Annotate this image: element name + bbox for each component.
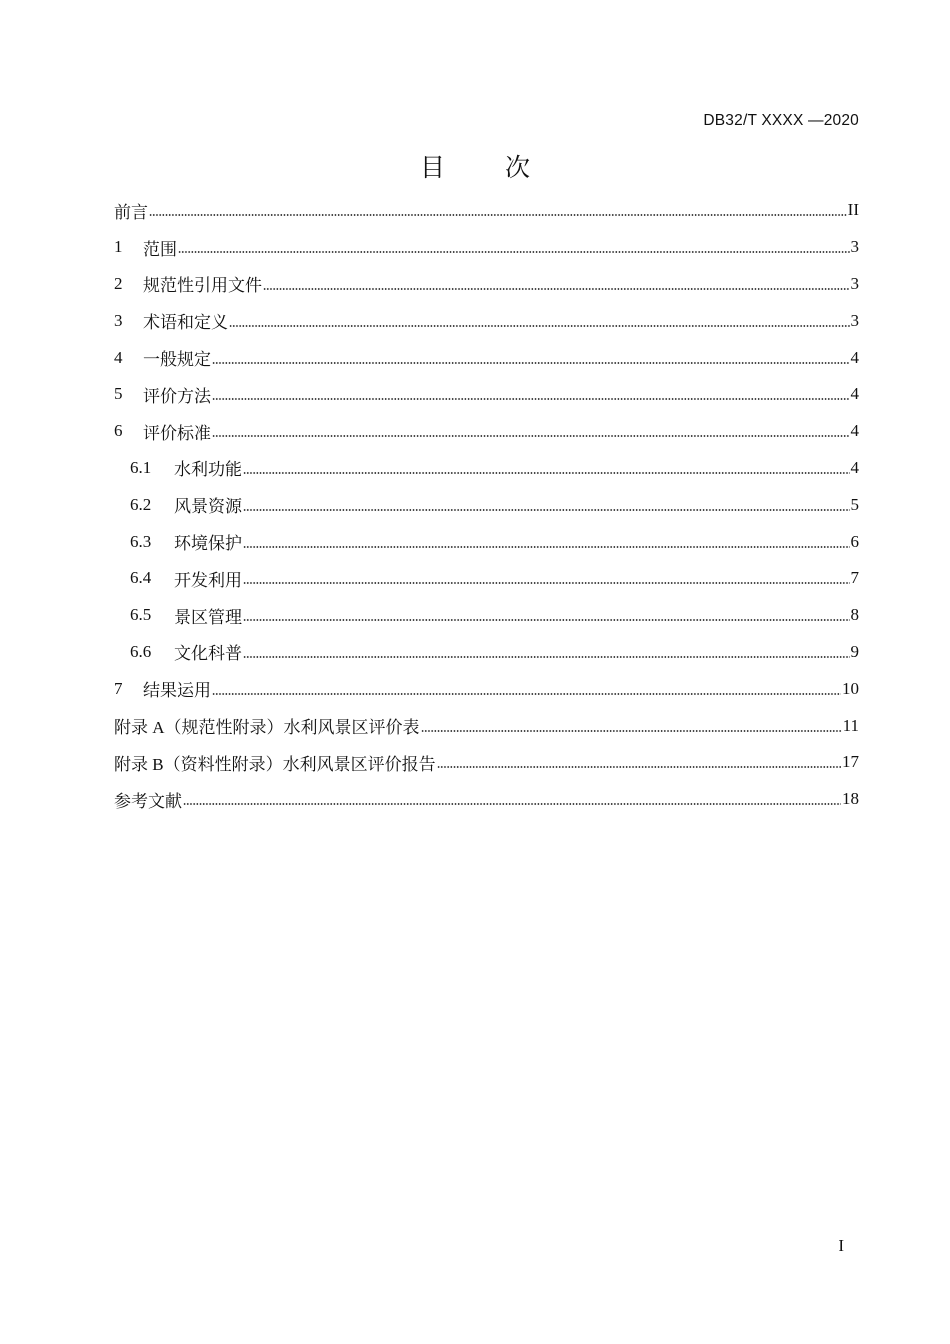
toc-entry-page: 3 — [850, 273, 859, 293]
dot-leader — [243, 655, 850, 659]
toc-entry-label: 文化科普 — [174, 644, 242, 664]
toc-entry-number: 6 — [114, 421, 123, 441]
toc-entry-label: 风景资源 — [174, 497, 242, 517]
dot-leader — [212, 397, 850, 401]
toc-entry-label: 环境保护 — [174, 534, 242, 554]
toc-entry-number: 2 — [114, 273, 123, 293]
toc-entry-page: 17 — [842, 752, 859, 772]
toc-entry-page: 4 — [850, 457, 859, 477]
toc-entry[interactable] — [114, 450, 859, 487]
toc-entry-number: 4 — [114, 347, 123, 367]
dot-leader — [243, 508, 850, 512]
toc-entry-label: 一般规定 — [143, 350, 211, 370]
toc-entry[interactable] — [114, 523, 859, 560]
toc-entry[interactable] — [114, 634, 859, 671]
toc-entry[interactable] — [114, 266, 859, 303]
toc-entry[interactable] — [114, 781, 859, 818]
toc-entry-page: 3 — [850, 237, 859, 257]
toc-entry[interactable] — [114, 413, 859, 450]
toc-entry[interactable] — [114, 192, 859, 229]
toc-entry[interactable] — [114, 339, 859, 376]
toc-entry-label: 规范性引用文件 — [143, 276, 262, 296]
toc-entry-page: 4 — [850, 384, 859, 404]
toc-entry[interactable] — [114, 707, 859, 744]
toc-entry-label: 景区管理 — [174, 607, 242, 627]
dot-leader — [421, 729, 842, 733]
toc-entry-page: 8 — [850, 605, 859, 625]
toc-entry-page: II — [847, 200, 859, 220]
page-number: I — [838, 1236, 844, 1255]
dot-leader — [243, 471, 850, 475]
toc-entry-label: 评价方法 — [143, 386, 211, 406]
toc-entry-label: 参考文献 — [114, 791, 182, 811]
dot-leader — [229, 324, 850, 328]
toc-entry-number: 7 — [114, 678, 123, 698]
dot-leader — [178, 250, 850, 254]
toc-entry-page: 18 — [842, 789, 859, 809]
dot-leader — [263, 287, 850, 291]
dot-leader — [149, 213, 847, 217]
toc-entry-label: 附录 A（规范性附录）水利风景区评价表 — [114, 718, 420, 738]
dot-leader — [212, 361, 850, 365]
toc-entry-page: 11 — [842, 715, 859, 735]
document-code: DB32/T XXXX —2020 — [703, 112, 859, 129]
toc-entry-number: 1 — [114, 237, 123, 257]
toc-entry-number: 6.5 — [130, 605, 152, 625]
dot-leader — [243, 545, 850, 549]
toc-entry-label: 水利功能 — [174, 460, 242, 480]
table-of-contents — [114, 192, 859, 818]
dot-leader — [212, 692, 841, 696]
toc-entry-number: 6.1 — [130, 457, 152, 477]
dot-leader — [243, 618, 850, 622]
toc-entry-page: 4 — [850, 347, 859, 367]
dot-leader — [212, 434, 850, 438]
toc-entry-label: 范围 — [143, 239, 177, 259]
dot-leader — [183, 802, 841, 806]
toc-entry-label: 结果运用 — [143, 681, 211, 701]
toc-entry-label: 开发利用 — [174, 570, 242, 590]
toc-entry-label: 附录 B（资料性附录）水利风景区评价报告 — [114, 754, 436, 774]
toc-entry-page: 7 — [850, 568, 859, 588]
toc-entry[interactable] — [114, 744, 859, 781]
toc-entry[interactable] — [114, 376, 859, 413]
toc-entry-number: 6.3 — [130, 531, 152, 551]
toc-entry-page: 6 — [850, 531, 859, 551]
toc-entry-number: 5 — [114, 384, 123, 404]
toc-entry-page: 5 — [850, 494, 859, 514]
toc-entry[interactable] — [114, 229, 859, 266]
toc-entry-label: 术语和定义 — [143, 313, 228, 333]
toc-entry[interactable] — [114, 302, 859, 339]
toc-entry[interactable] — [114, 486, 859, 523]
toc-entry[interactable] — [114, 670, 859, 707]
toc-entry-number: 3 — [114, 310, 123, 330]
dot-leader — [437, 765, 841, 769]
toc-title: 目 次 — [420, 153, 556, 182]
toc-entry[interactable] — [114, 597, 859, 634]
toc-entry-number: 6.2 — [130, 494, 152, 514]
dot-leader — [243, 581, 850, 585]
toc-entry-number: 6.6 — [130, 641, 152, 661]
toc-entry-label: 评价标准 — [143, 423, 211, 443]
toc-entry-number: 6.4 — [130, 568, 152, 588]
toc-entry-label: 前言 — [114, 202, 148, 222]
toc-entry-page: 3 — [850, 310, 859, 330]
toc-entry-page: 10 — [842, 678, 859, 698]
toc-entry-page: 9 — [850, 641, 859, 661]
toc-entry[interactable] — [114, 560, 859, 597]
toc-entry-page: 4 — [850, 421, 859, 441]
